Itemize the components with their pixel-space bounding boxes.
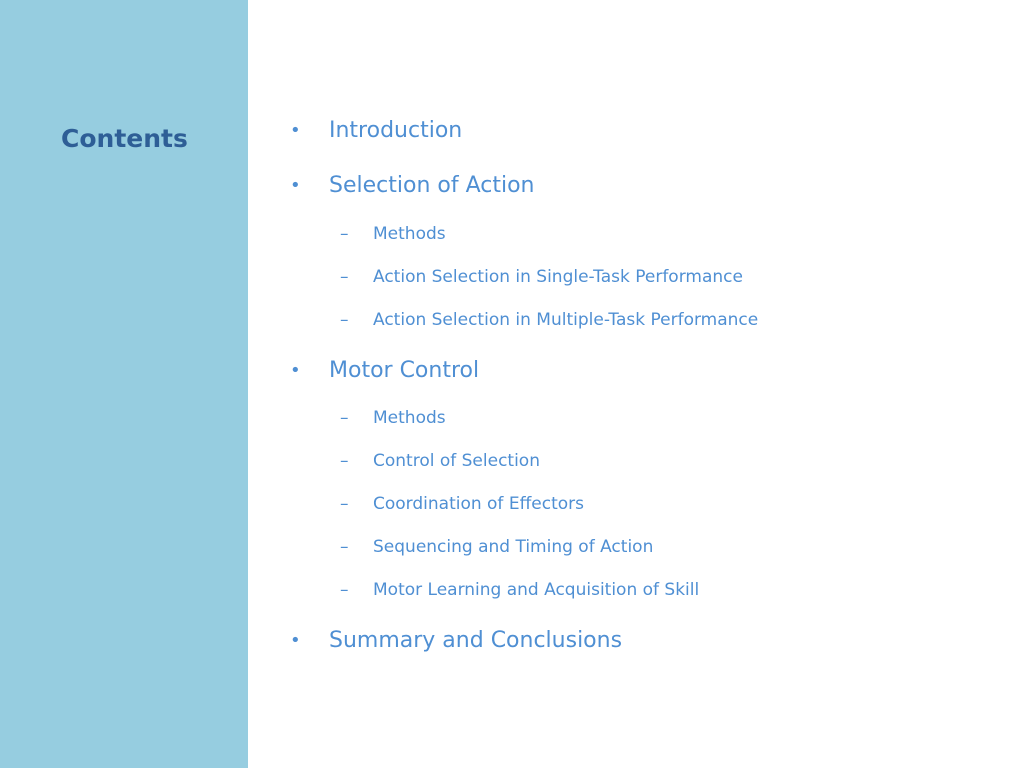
dash-icon: – bbox=[340, 310, 349, 330]
dash-icon: – bbox=[340, 224, 349, 244]
sub-item-label: Sequencing and Timing of Action bbox=[373, 537, 654, 557]
list-item-label: Introduction bbox=[329, 118, 463, 143]
page-title: Contents bbox=[61, 124, 188, 153]
sub-item-label: Methods bbox=[373, 224, 446, 244]
sidebar-panel bbox=[0, 0, 248, 768]
bullet-icon: • bbox=[290, 360, 301, 381]
dash-icon: – bbox=[340, 580, 349, 600]
sub-item-label: Motor Learning and Acquisition of Skill bbox=[373, 580, 700, 600]
list-item-label: Summary and Conclusions bbox=[329, 628, 623, 653]
sub-item-label: Control of Selection bbox=[373, 451, 540, 471]
bullet-icon: • bbox=[290, 120, 301, 141]
dash-icon: – bbox=[340, 537, 349, 557]
bullet-icon: • bbox=[290, 630, 301, 651]
dash-icon: – bbox=[340, 408, 349, 428]
dash-icon: – bbox=[340, 267, 349, 287]
sub-item-label: Action Selection in Single-Task Performance bbox=[373, 267, 743, 287]
list-item-label: Motor Control bbox=[329, 358, 480, 383]
bullet-icon: • bbox=[290, 175, 301, 196]
sub-item-label: Methods bbox=[373, 408, 446, 428]
dash-icon: – bbox=[340, 451, 349, 471]
list-item-label: Selection of Action bbox=[329, 173, 535, 198]
dash-icon: – bbox=[340, 494, 349, 514]
sub-item-label: Coordination of Effectors bbox=[373, 494, 584, 514]
sub-item-label: Action Selection in Multiple-Task Performance bbox=[373, 310, 759, 330]
